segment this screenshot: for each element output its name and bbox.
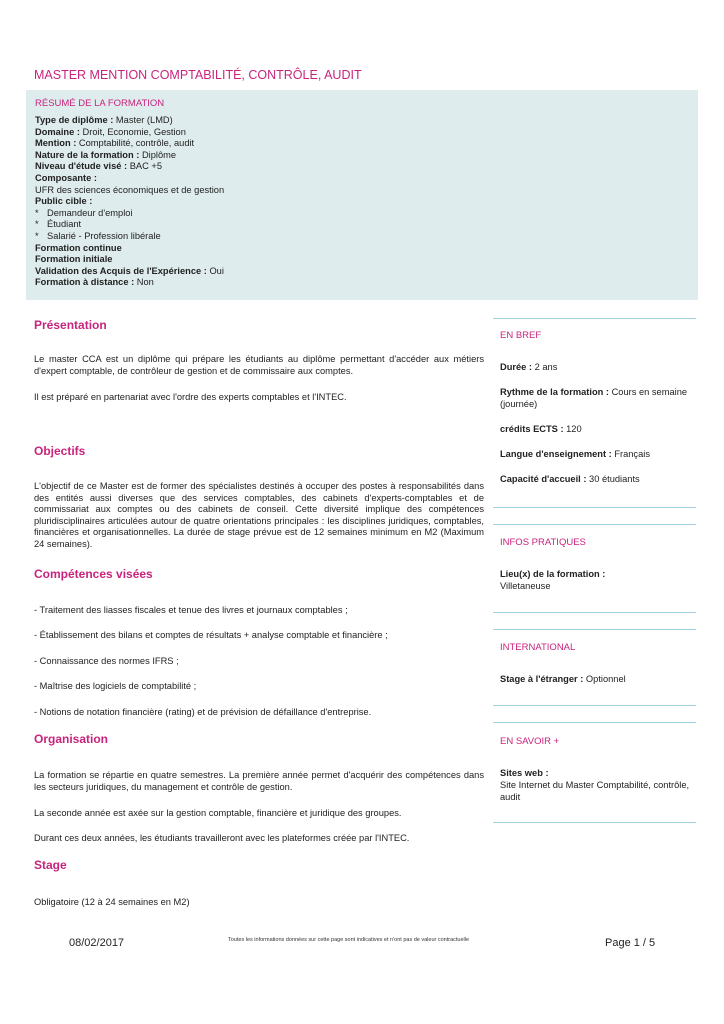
presentation-title: Présentation	[34, 318, 107, 332]
sites-label: Sites web :	[500, 768, 549, 778]
formation-continue-label: Formation continue	[35, 242, 122, 253]
sidebar-divider	[493, 705, 696, 706]
niveau-label: Niveau d'étude visé :	[35, 161, 128, 172]
list-item: * Salarié - Profession libérale	[35, 230, 161, 241]
capacite-label: Capacité d'accueil :	[500, 474, 587, 484]
composante-label: Composante :	[35, 172, 97, 183]
sidebar-divider	[493, 612, 696, 613]
rythme-row	[500, 386, 690, 410]
organisation-p2: La seconde année est axée sur la gestion comptable, financière et juridique des groupes.	[34, 808, 402, 818]
ects-row	[500, 423, 690, 435]
organisation-title: Organisation	[34, 732, 109, 746]
stage-etranger-value: Optionnel	[583, 674, 626, 684]
ects-label: crédits ECTS :	[500, 424, 564, 434]
sidebar-divider	[493, 524, 696, 525]
en-bref-heading: EN BREF	[500, 330, 542, 341]
list-item: - Connaissance des normes IFRS ;	[34, 656, 179, 666]
sidebar-divider	[493, 507, 696, 508]
lieu-label: Lieu(x) de la formation :	[500, 569, 606, 579]
competences-title: Compétences visées	[34, 567, 153, 581]
sites-row	[500, 767, 690, 803]
list-item: * Demandeur d'emploi	[35, 207, 133, 218]
formation-continue	[35, 243, 224, 255]
duree-label: Durée :	[500, 362, 533, 372]
public-row	[35, 196, 224, 208]
public-item-label: Étudiant	[47, 219, 82, 230]
domaine-value: Droit, Economie, Gestion	[79, 126, 186, 137]
vae-label: Validation des Acquis de l'Expérience :	[35, 265, 207, 276]
infos-heading: INFOS PRATIQUES	[500, 537, 586, 548]
presentation-p2: Il est préparé en partenariat avec l'ordre des experts comptables et l'INTEC.	[34, 392, 347, 402]
domaine-row	[35, 127, 224, 139]
savoir-heading: EN SAVOIR +	[500, 736, 560, 747]
distance-row	[35, 277, 224, 289]
list-item: - Notions de notation financière (rating) et de prévision de défaillance d'entreprise.	[34, 707, 372, 717]
public-item-label: Salarié - Profession libérale	[47, 230, 161, 241]
capacite-value: 30 étudiants	[586, 474, 640, 484]
capacite-row	[500, 473, 690, 485]
sidebar-divider	[493, 822, 696, 823]
sidebar-divider	[493, 722, 696, 723]
public-item-label: Demandeur d'emploi	[47, 207, 133, 218]
distance-label: Formation à distance :	[35, 277, 135, 288]
formation-initiale	[35, 254, 224, 266]
lieu-row	[500, 568, 690, 592]
ects-value: 120	[563, 424, 582, 434]
vae-row	[35, 266, 224, 278]
nature-value: Diplôme	[139, 149, 177, 160]
sidebar-divider	[493, 318, 696, 319]
niveau-row	[35, 161, 224, 173]
stage-etranger-row	[500, 673, 690, 685]
formation-initiale-label: Formation initiale	[35, 254, 113, 265]
domaine-label: Domaine :	[35, 126, 80, 137]
objectifs-title: Objectifs	[34, 444, 86, 458]
vae-value: Oui	[206, 265, 224, 276]
niveau-value: BAC +5	[127, 161, 163, 172]
organisation-p1: La formation se répartie en quatre semestres. La première année permet d'acquérir des compétences dans les secteurs juridiques, du management et contrôle de gestion.	[34, 770, 484, 792]
composante-row	[35, 173, 224, 185]
summary-heading: RÉSUMÉ DE LA FORMATION	[35, 98, 165, 109]
type-label: Type de diplôme :	[35, 115, 114, 125]
nature-label: Nature de la formation :	[35, 149, 140, 160]
mention-label: Mention :	[35, 138, 77, 149]
list-item: * Étudiant	[35, 219, 82, 230]
summary-box	[26, 90, 698, 300]
page-title: MASTER MENTION COMPTABILITÉ, CONTRÔLE, AUDIT	[34, 68, 362, 82]
list-item: - Traitement des liasses fiscales et tenue des livres et journaux comptables ;	[34, 605, 348, 615]
list-item: - Maîtrise des logiciels de comptabilité ;	[34, 681, 197, 691]
mention-row	[35, 138, 224, 150]
footer-note: Toutes les informations données sur cette page sont indicatives et n'ont pas de valeur contractuelle	[228, 937, 470, 943]
duree-row	[500, 361, 690, 373]
rythme-label: Rythme de la formation :	[500, 387, 609, 397]
sites-link[interactable]: Site Internet du Master Comptabilité, contrôle, audit	[500, 780, 690, 802]
objectifs-p1: L'objectif de ce Master est de former des spécialistes destinés à occuper des postes à responsabilités dans des entités aussi diverses que des services comptables, des cabinets d'experts-comptables et de commissariat aux comptes ou des cabinets de conseil. Cette diversité implique des compétences pluridisciplinaires articulées autour de quatre orientations principales : les disciplines juridiques, comptables, financières et organisationnelles. La durée de stage prévue est de 12 semaines minimum en M2 (Maximum 24 semaines).	[34, 481, 484, 549]
international-heading: INTERNATIONAL	[500, 642, 576, 653]
langue-label: Langue d'enseignement :	[500, 449, 612, 459]
stage-title: Stage	[34, 858, 67, 872]
langue-value: Français	[611, 449, 650, 459]
public-label: Public cible :	[35, 196, 93, 207]
mention-value: Comptabilité, contrôle, audit	[76, 138, 195, 149]
footer-page-number: Page 1 / 5	[605, 937, 656, 949]
footer-date: 08/02/2017	[69, 937, 125, 949]
summary-body	[35, 115, 224, 289]
sidebar-divider	[493, 629, 696, 630]
type-row	[35, 115, 224, 127]
stage-p1: Obligatoire (12 à 24 semaines en M2)	[34, 897, 190, 907]
distance-value: Non	[134, 277, 154, 288]
nature-row	[35, 150, 224, 162]
organisation-p3: Durant ces deux années, les étudiants travailleront avec les plateformes créée par l'INTEC.	[34, 833, 410, 843]
type-value: Master (LMD)	[113, 115, 173, 125]
stage-etranger-label: Stage à l'étranger :	[500, 674, 584, 684]
presentation-p1: Le master CCA est un diplôme qui prépare les étudiants au diplôme permettant d'accéder aux métiers d'expert comptable, de contrôleur de gestion et de commissaire aux comptes.	[34, 354, 484, 376]
langue-row	[500, 448, 690, 460]
composante-value: UFR des sciences économiques et de gestion	[35, 184, 225, 195]
list-item: - Établissement des bilans et comptes de résultats + analyse comptable et financière ;	[34, 630, 388, 640]
duree-value: 2 ans	[532, 362, 558, 372]
lieu-value: Villetaneuse	[500, 581, 551, 591]
rythme-value: Cours en semaine (journée)	[500, 387, 688, 409]
